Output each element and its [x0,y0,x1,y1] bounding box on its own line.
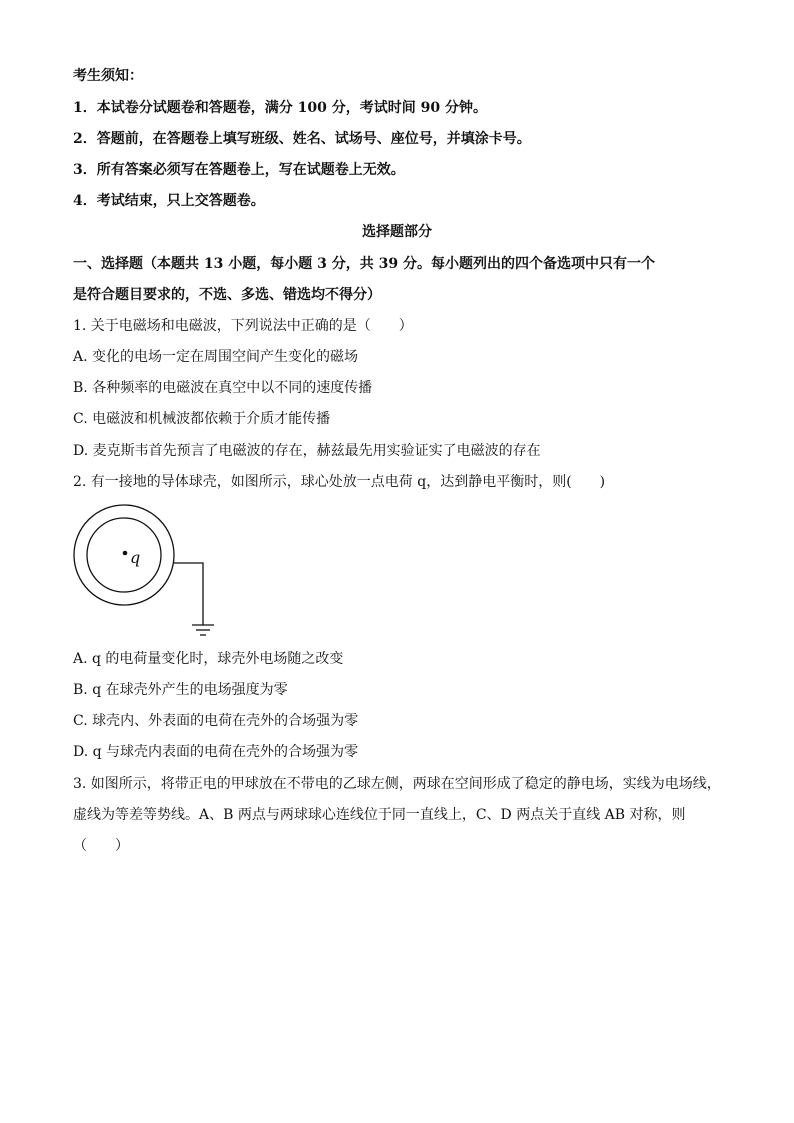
question-2-option-c: C. 球壳内、外表面的电荷在壳外的合场强为零 [73,713,359,729]
question-2-option-d: D. q 与球壳内表面的电荷在壳外的合场强为零 [73,744,359,760]
question-1-option-b: B. 各种频率的电磁波在真空中以不同的速度传播 [73,380,373,396]
charge-label: q [130,548,141,567]
notice-item-2: 2．答题前，在答题卷上填写班级、姓名、试场号、座位号，并填涂卡号。 [73,131,531,147]
ground-wire [174,563,203,625]
question-3-stem-line2: 虚线为等差等势线。A、B 两点与两球球心连线位于同一直线上，C、D 两点关于直线 AB 对称，则 [73,807,686,823]
question-1-option-a: A. 变化的电场一定在周围空间产生变化的磁场 [73,349,359,365]
question-2-stem: 2. 有一接地的导体球壳，如图所示，球心处放一点电荷 q，达到静电平衡时，则( ) [73,474,606,490]
grounded-shell-figure [72,503,222,647]
notice-item-1: 1．本试卷分试题卷和答题卷，满分 100 分，考试时间 90 分钟。 [73,100,487,116]
point-charge-dot [123,551,128,556]
question-2-option-a: A. q 的电荷量变化时，球壳外电场随之改变 [73,651,344,667]
notice-item-3: 3．所有答案必须写在答题卷上，写在试题卷上无效。 [73,162,405,178]
section-instruction-line2: 是符合题目要求的，不选、多选、错选均不得分） [73,287,381,303]
notice-item-4: 4．考试结束，只上交答题卷。 [73,193,265,209]
section-title: 选择题部分 [362,224,432,240]
question-3-stem-line3: （ ） [73,838,129,854]
question-1-stem: 1. 关于电磁场和电磁波，下列说法中正确的是（ ） [73,318,413,334]
section-instruction-line1: 一、选择题（本题共 13 小题，每小题 3 分，共 39 分。每小题列出的四个备选项中只有一个 [73,256,655,272]
question-2-option-b: B. q 在球壳外产生的电场强度为零 [73,682,288,698]
question-1-option-d: D. 麦克斯韦首先预言了电磁波的存在，赫兹最先用实验证实了电磁波的存在 [73,443,541,459]
grounded-shell-diagram [72,503,222,643]
question-3-stem-line1: 3. 如图所示，将带正电的甲球放在不带电的乙球左侧，两球在空间形成了稳定的静电场，实线为电场线， [73,776,721,792]
notice-heading: 考生须知： [73,68,143,84]
question-1-option-c: C. 电磁波和机械波都依赖于介质才能传播 [73,411,331,427]
